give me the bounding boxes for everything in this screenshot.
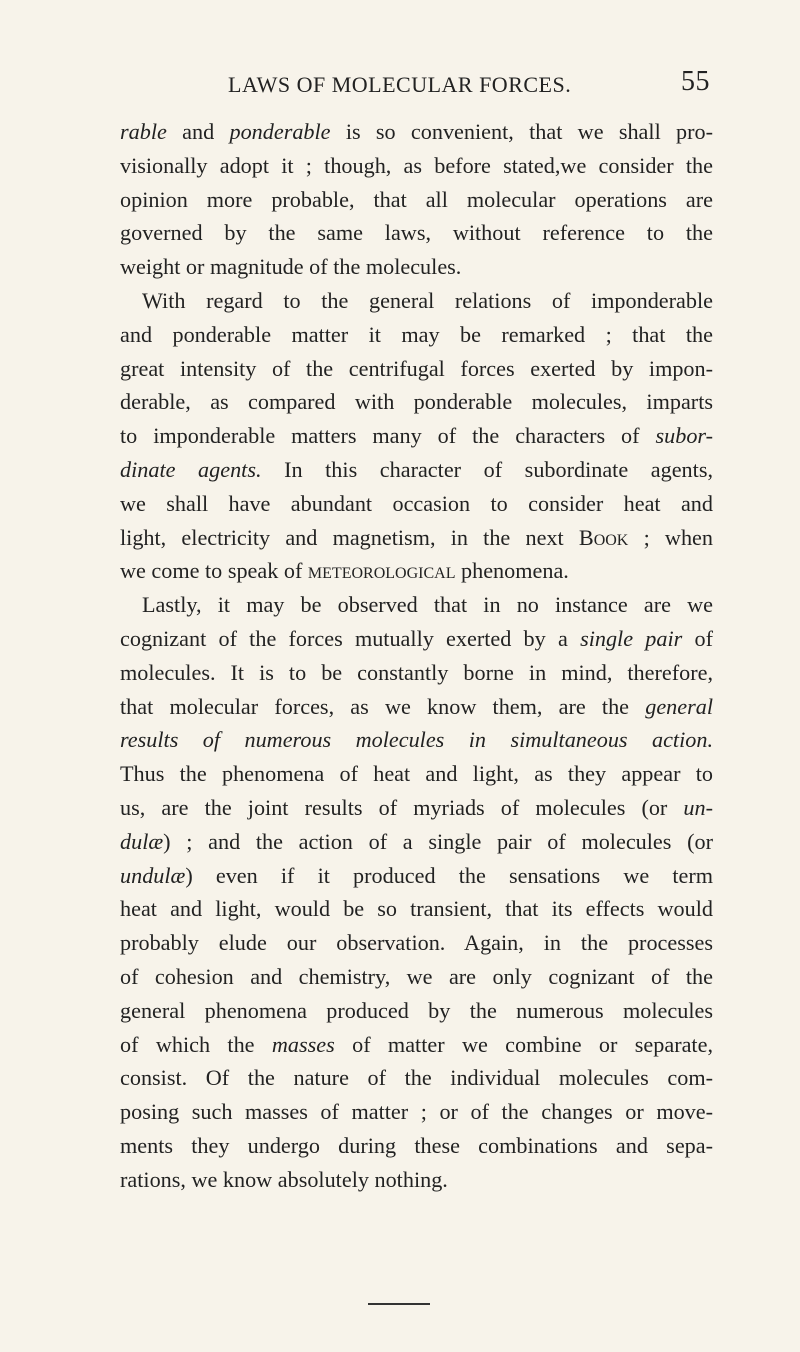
text-line: [120, 115, 713, 149]
text-segment: light, electricity and magnetism, in the next: [120, 524, 579, 550]
running-header: [120, 64, 710, 104]
italic-text: general: [645, 693, 713, 719]
text-segment: With regard to the general relations of imponderable: [142, 287, 713, 313]
text-segment: and ponderable matter it may be remarked ; that the: [120, 321, 713, 347]
text-line: [120, 825, 713, 859]
small-caps-text: meteorological: [307, 558, 456, 584]
italic-text: results of numerous molecules in simultaneous action.: [120, 727, 713, 753]
text-line: [120, 1095, 713, 1129]
text-line: [120, 690, 713, 724]
text-line: [120, 284, 713, 318]
text-segment: derable, as compared with ponderable molecules, imparts: [120, 389, 713, 415]
text-line: [120, 318, 713, 352]
text-line: [120, 183, 713, 217]
end-rule: [368, 1303, 430, 1305]
text-line: [120, 791, 713, 825]
text-segment: general phenomena produced by the numerous molecules: [120, 997, 713, 1023]
text-line: [120, 926, 713, 960]
text-segment: ) even if it produced the sensations we term: [185, 862, 713, 888]
text-line: [120, 994, 713, 1028]
text-segment: ) ; and the action of a single pair of molecules (or: [163, 828, 713, 854]
text-segment: of cohesion and chemistry, we are only cognizant of the: [120, 963, 713, 989]
text-segment: ; when: [628, 524, 713, 550]
italic-text: dulæ: [120, 828, 164, 854]
text-segment: we come to speak of: [120, 558, 308, 584]
text-segment: us, are the joint results of myriads of molecules (or: [120, 794, 684, 820]
text-segment: molecules. It is to be constantly borne in mind, therefore,: [120, 659, 713, 685]
text-segment: we shall have abundant occasion to consider heat and: [120, 490, 713, 516]
text-line: [120, 723, 713, 757]
text-segment: Thus the phenomena of heat and light, as they appear to: [120, 761, 713, 787]
text-line: [120, 352, 713, 386]
text-line: [120, 757, 713, 791]
text-segment: visionally adopt it ; though, as before stated,we consider the: [120, 152, 713, 178]
italic-text: masses: [271, 1031, 335, 1057]
text-segment: opinion more probable, that all molecular operations are: [120, 186, 713, 212]
text-line: [120, 250, 713, 284]
text-segment: rations, we know absolutely nothing.: [120, 1166, 448, 1192]
text-line: [120, 1028, 713, 1062]
text-line: [120, 453, 713, 487]
text-line: [120, 622, 713, 656]
page-number: 55: [681, 66, 710, 97]
text-segment: In this character of subordinate agents,: [261, 456, 713, 482]
text-line: [120, 487, 713, 521]
text-line: [120, 419, 713, 453]
text-line: [120, 1061, 713, 1095]
italic-text: un-: [683, 794, 713, 820]
text-segment: ments they undergo during these combinations and sepa-: [120, 1132, 713, 1158]
text-segment: Lastly, it may be observed that in no instance are we: [142, 592, 713, 618]
text-line: [120, 588, 713, 622]
italic-text: dinate agents.: [120, 456, 262, 482]
body-text: [120, 115, 713, 1197]
text-segment: that molecular forces, as we know them, are the: [120, 693, 646, 719]
text-segment: governed by the same laws, without reference to the: [120, 220, 713, 246]
text-segment: heat and light, would be so transient, that its effects would: [120, 896, 713, 922]
italic-text: ponderable: [229, 119, 331, 144]
text-segment: probably elude our observation. Again, in the processes: [120, 930, 713, 956]
small-caps-text: Book: [578, 524, 629, 550]
text-segment: posing such masses of matter ; or of the changes or move-: [120, 1099, 713, 1125]
italic-text: single pair: [580, 625, 683, 651]
italic-text: rable: [120, 119, 167, 144]
text-segment: cognizant of the forces mutually exerted by a: [120, 625, 581, 651]
text-segment: great intensity of the centrifugal forces exerted by impon-: [120, 355, 713, 381]
text-line: [120, 960, 713, 994]
text-line: [120, 385, 713, 419]
text-segment: is so convenient, that we shall pro-: [330, 119, 713, 144]
text-line: [120, 149, 713, 183]
text-segment: to imponderable matters many of the characters of: [120, 423, 656, 449]
text-segment: of which the: [120, 1031, 272, 1057]
text-segment: of: [682, 625, 713, 651]
text-line: [120, 216, 713, 250]
text-line: [120, 554, 713, 588]
italic-text: subor-: [655, 423, 713, 449]
text-segment: phenomena.: [455, 558, 569, 584]
text-line: [120, 859, 713, 893]
text-segment: and: [166, 119, 230, 144]
text-line: [120, 521, 713, 555]
text-line: [120, 1129, 713, 1163]
italic-text: undulæ: [120, 862, 186, 888]
text-line: [120, 656, 713, 690]
text-line: [120, 892, 713, 926]
text-segment: weight or magnitude of the molecules.: [120, 254, 462, 280]
text-line: [120, 1163, 713, 1197]
text-segment: of matter we combine or separate,: [334, 1031, 713, 1057]
running-title: LAWS OF MOLECULAR FORCES.: [228, 72, 572, 97]
text-segment: consist. Of the nature of the individual molecules com-: [120, 1065, 713, 1091]
